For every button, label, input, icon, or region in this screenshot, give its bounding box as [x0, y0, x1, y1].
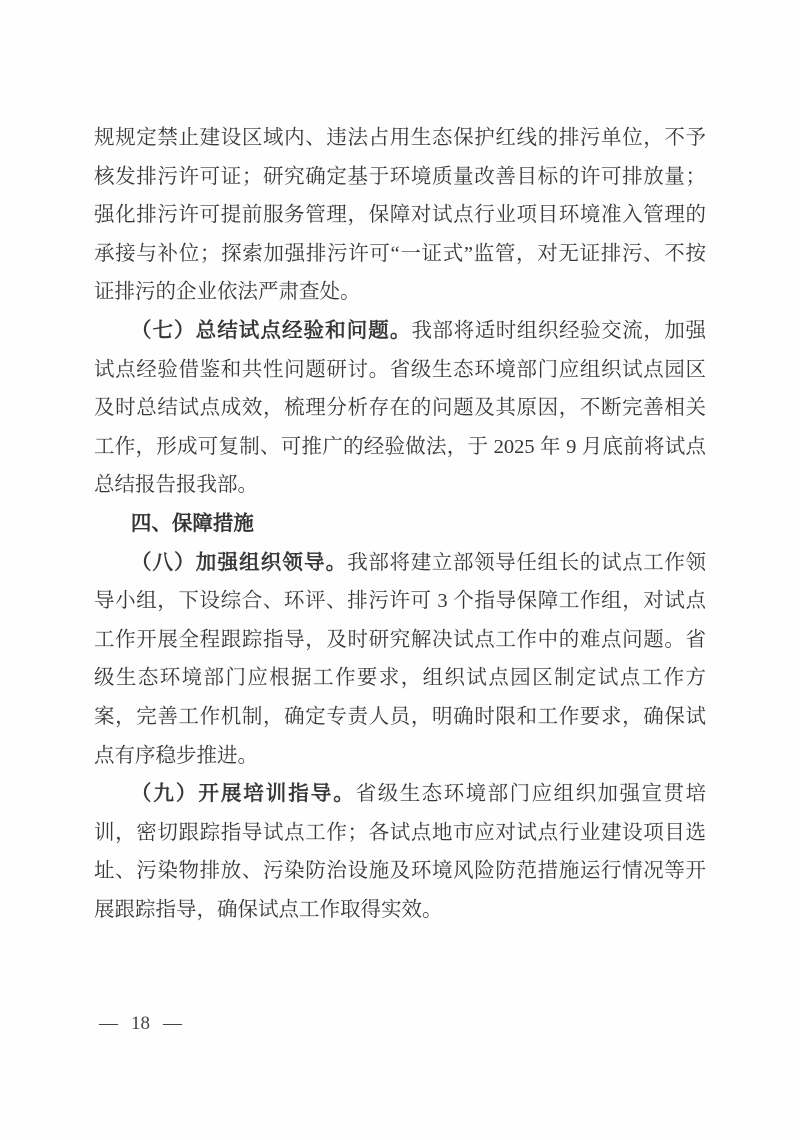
paragraph-text: 我部将建立部领导任组长的试点工作领导小组，下设综合、环评、排污许可 3 个指导保障工作组，对试点工作开展全程跟踪指导，及时研究解决试点工作中的难点问题。省级生态环境部门应根据工作要求，组织试点园区制定试点工作方案，完善工作机制，确定专责人员，明确时限和工作要求，确保试点有序稳步推进。	[94, 551, 707, 767]
paragraph-text: 我部将适时组织经验交流，加强试点经验借鉴和共性问题研讨。省级生态环境部门应组织试点园区及时总结试点成效，梳理分析存在的问题及其原因，不断完善相关工作，形成可复制、可推广的经验做法，于 2025 年 9 月底前将试点总结报告报我部。	[94, 319, 707, 497]
paragraph-item-7	[94, 312, 706, 505]
paragraph-lead: （九）开展培训指导。	[130, 783, 356, 806]
paragraph-item-9	[94, 775, 706, 929]
footer-dash-left: —	[99, 1013, 118, 1034]
footer-dash-right: —	[163, 1013, 182, 1034]
paragraph-text: 省级生态环境部门应组织加强宣贯培训，密切跟踪指导试点工作；各试点地市应对试点行业建设项目选址、污染物排放、污染防治设施及环境风险防范措施运行情况等开展跟踪指导，确保试点工作取得实效。	[94, 783, 706, 921]
paragraph-lead: （八）加强组织领导。	[130, 551, 348, 574]
document-body	[94, 119, 706, 929]
paragraph-lead: （七）总结试点经验和问题。	[130, 319, 412, 342]
page-footer	[99, 1011, 182, 1037]
section-heading: 四、保障措施	[130, 511, 254, 535]
paragraph-continuation: 规规定禁止建设区域内、违法占用生态保护红线的排污单位，不予核发排污许可证；研究确定基于环境质量改善目标的许可排放量；强化排污许可提前服务管理，保障对试点行业项目环境准入管理的承接与补位；探索加强排污许可“一证式”监管，对无证排污、不按证排污的企业依法严肃查处。	[94, 127, 706, 304]
paragraph-item-8	[94, 544, 706, 776]
page-number: 18	[131, 1013, 150, 1034]
